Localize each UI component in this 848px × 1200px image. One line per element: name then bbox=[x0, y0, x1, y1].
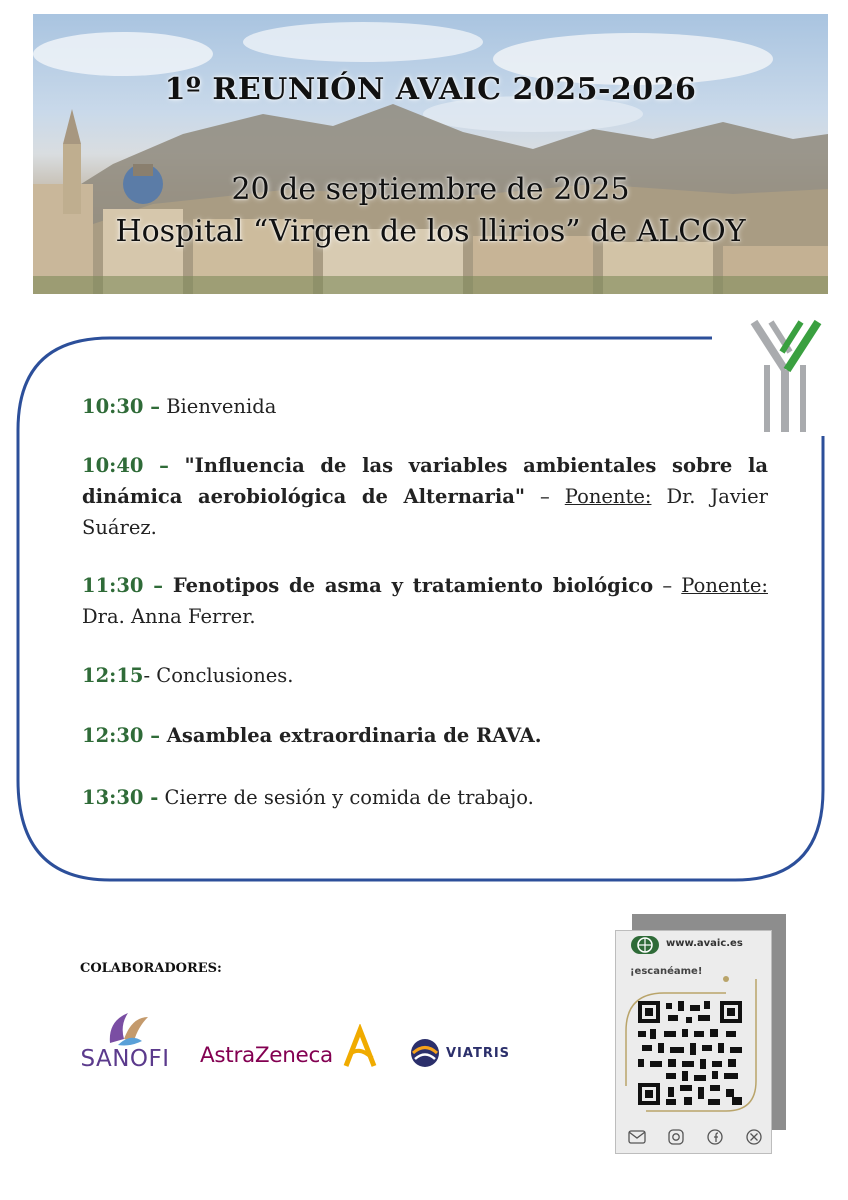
astrazeneca-symbol-icon bbox=[340, 1024, 380, 1072]
mail-icon[interactable] bbox=[628, 1129, 646, 1145]
speaker-name: Dra. Anna Ferrer. bbox=[82, 605, 256, 628]
program-item-1230 bbox=[82, 720, 768, 751]
program-text: Bienvenida bbox=[160, 395, 277, 418]
viatris-logo bbox=[408, 1036, 528, 1072]
program-time: 12:30 – bbox=[82, 724, 161, 747]
talk-title: "Influencia de las variables ambientales sobre la dinámica aerobiológica de Alternaria" bbox=[82, 454, 769, 508]
event-place: Hospital “Virgen de los llirios” de ALCOY bbox=[115, 214, 746, 249]
event-title: 1º REUNIÓN AVAIC 2025-2026 bbox=[164, 72, 697, 107]
facebook-icon[interactable] bbox=[706, 1129, 724, 1145]
program-item-1215 bbox=[82, 660, 768, 691]
collaborators-label: COLABORADORES: bbox=[80, 961, 222, 976]
program-item-1030 bbox=[82, 391, 768, 422]
header-banner bbox=[33, 14, 828, 294]
program-item-1130 bbox=[82, 570, 768, 632]
separator: – bbox=[653, 574, 682, 597]
event-date: 20 de septiembre de 2025 bbox=[231, 172, 630, 207]
x-icon[interactable] bbox=[745, 1129, 763, 1145]
instagram-icon[interactable] bbox=[667, 1129, 685, 1145]
qr-scan-text: ¡escanéame! bbox=[630, 966, 703, 977]
viatris-globe-icon bbox=[408, 1036, 442, 1070]
program-text: - Conclusiones. bbox=[143, 664, 294, 687]
sanofi-logo bbox=[80, 1003, 170, 1078]
program-time: 10:30 – bbox=[82, 395, 161, 418]
astrazeneca-logo bbox=[200, 1020, 380, 1080]
sanofi-wordmark: SANOFI bbox=[80, 1046, 170, 1072]
program-text: Asamblea extraordinaria de RAVA. bbox=[160, 724, 542, 747]
program-text: Cierre de sesión y comida de trabajo. bbox=[158, 786, 534, 809]
viatris-wordmark: VIATRIS bbox=[446, 1046, 511, 1061]
separator: – bbox=[525, 485, 565, 508]
program-item-1330 bbox=[82, 782, 768, 813]
qr-url: www.avaic.es bbox=[666, 938, 743, 949]
astrazeneca-wordmark: AstraZeneca bbox=[200, 1043, 333, 1068]
speaker-name: Dr. Javier Suárez. bbox=[82, 485, 768, 539]
qr-card[interactable] bbox=[615, 930, 772, 1154]
social-icons-row bbox=[628, 1129, 763, 1145]
speaker-label: Ponente: bbox=[681, 574, 768, 597]
program-time: 13:30 - bbox=[82, 786, 159, 809]
qr-code[interactable] bbox=[616, 931, 771, 1153]
program-item-1040 bbox=[82, 450, 768, 543]
program-time: 12:15 bbox=[82, 664, 144, 687]
program-time: 10:40 – bbox=[82, 454, 169, 477]
speaker-label: Ponente: bbox=[564, 485, 652, 508]
program-time: 11:30 – bbox=[82, 574, 164, 597]
talk-title: Fenotipos de asma y tratamiento biológico bbox=[163, 574, 654, 597]
sanofi-bird-icon bbox=[80, 1003, 170, 1048]
alcoy-landscape-image bbox=[33, 14, 828, 294]
